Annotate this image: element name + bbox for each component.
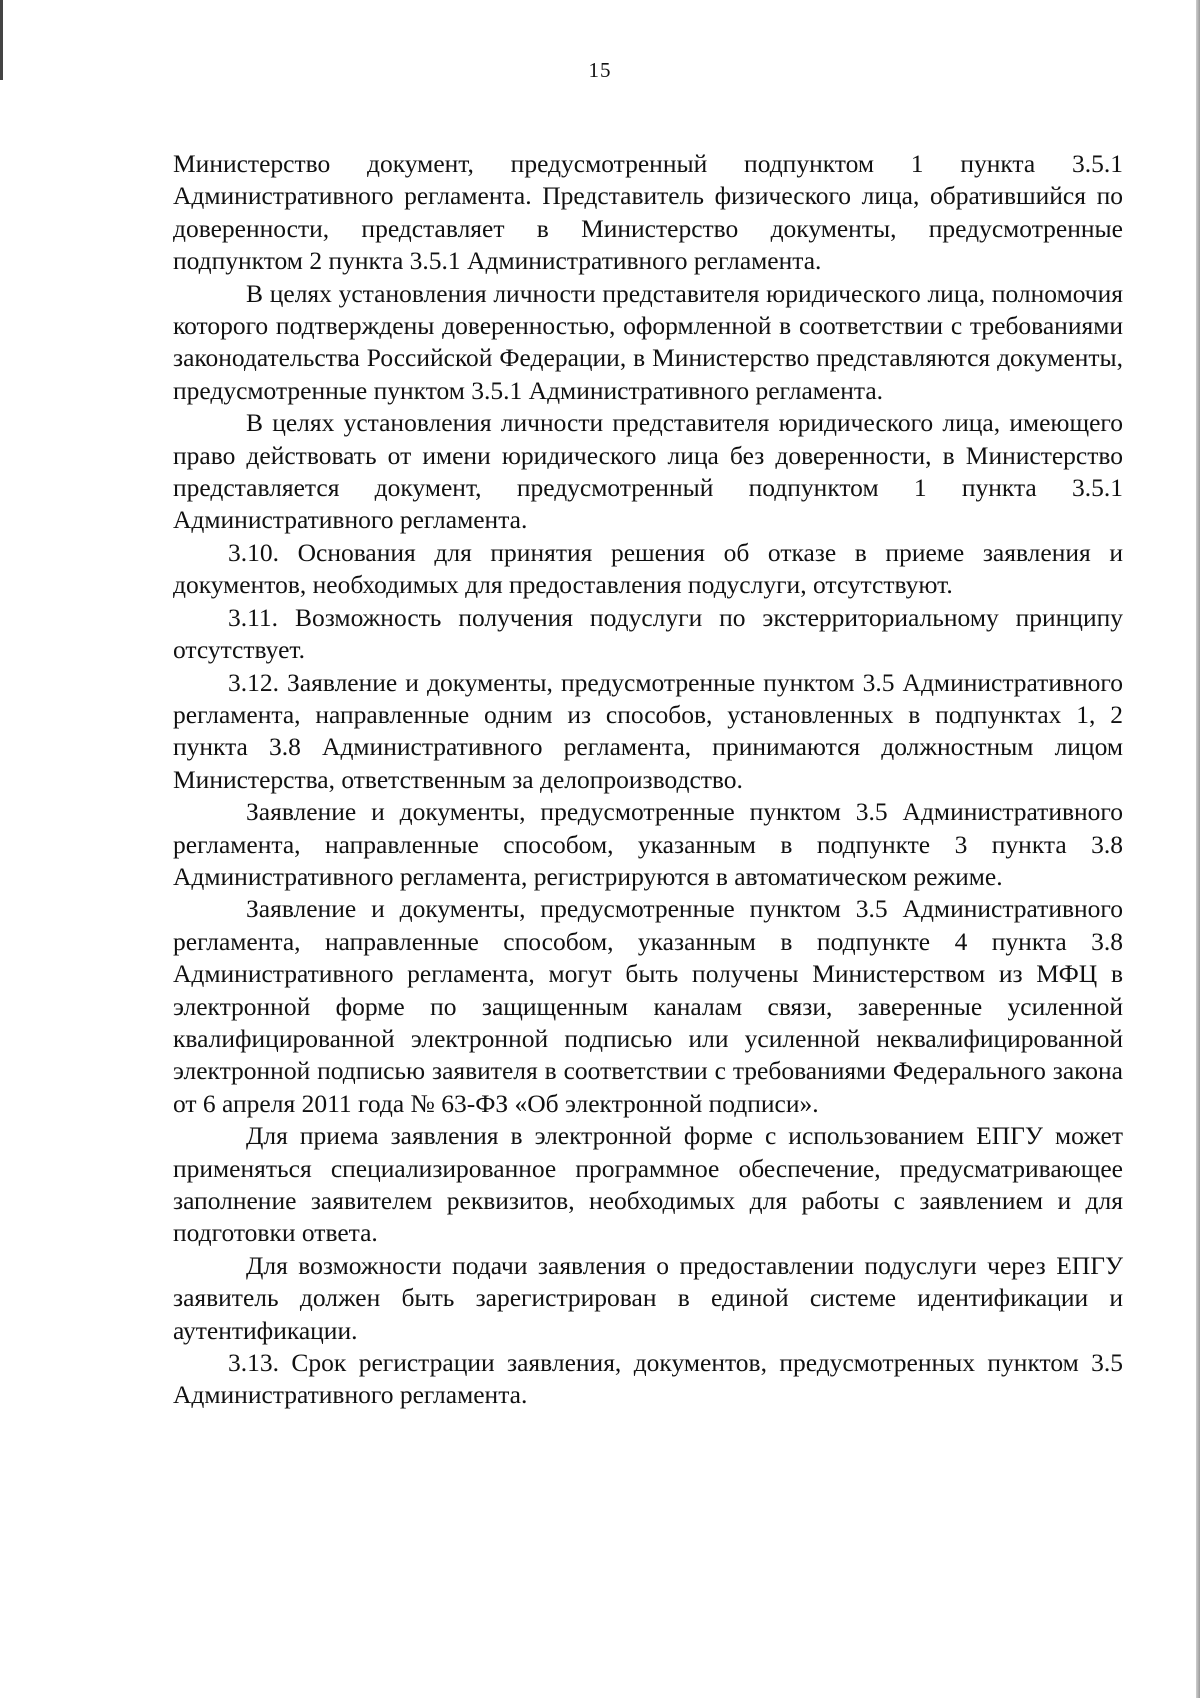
- paragraph-3-12: 3.12. Заявление и документы, предусмотренные пунктом 3.5 Административного регламента, направленные одним из способов, установленных в подпунктах 1, 2 пункта 3.8 Административного регламента, принимаются должностным лицом Министерства, ответственным за делопроизводство.: [173, 667, 1123, 794]
- paragraph-continuation: Министерство документ, предусмотренный подпунктом 1 пункта 3.5.1 Административного регламента. Представитель физического лица, обратившийся по доверенности, представляет в Министерство документы, предусмотренные подпунктом 2 пункта 3.5.1 Административного регламента.: [173, 149, 1123, 276]
- paragraph-epgu-software: Для приема заявления в электронной форме с использованием ЕПГУ может применяться специализированное программное обеспечение, предусматривающее заполнение заявителем реквизитов, необходимых для работы с заявлением и для подготовки ответа.: [173, 1121, 1123, 1248]
- paragraph-epgu-registration: Для возможности подачи заявления о предоставлении подуслуги через ЕПГУ заявитель должен быть зарегистрирован в единой системе идентификации и аутентификации.: [173, 1250, 1123, 1345]
- scan-border-right: [1196, 0, 1200, 1698]
- paragraph-3-10: 3.10. Основания для принятия решения об отказе в приеме заявления и документов, необходимых для предоставления подуслуги, отсутствуют.: [173, 537, 1123, 600]
- paragraph-3-11: 3.11. Возможность получения подуслуги по экстерриториальному принципу отсутствует.: [173, 602, 1123, 665]
- paragraph-legal-entity-no-proxy: В целях установления личности представителя юридического лица, имеющего право действовать от имени юридического лица без доверенности, в Министерство представляется документ, предусмотренный подпунктом 1 пункта 3.5.1 Административного регламента.: [173, 408, 1123, 535]
- paragraph-legal-entity-proxy: В целях установления личности представителя юридического лица, полномочия которого подтверждены доверенностью, оформленной в соответствии с требованиями законодательства Российской Федерации, в Министерство представляются документы, предусмотренные пунктом 3.5.1 Административного регламента.: [173, 278, 1123, 405]
- page-number: 15: [588, 58, 612, 82]
- paragraph-mfc-receipt: Заявление и документы, предусмотренные пунктом 3.5 Административного регламента, направленные способом, указанным в подпункте 4 пункта 3.8 Административного регламента, могут быть получены Министерством из МФЦ в электронной форме по защищенным каналам связи, заверенные усиленной квалифицированной электронной подписью или усиленной неквалифицированной электронной подписью заявителя в соответствии с требованиями Федерального закона от 6 апреля 2011 года № 63-ФЗ «Об электронной подписи».: [173, 894, 1123, 1118]
- paragraph-automatic-registration: Заявление и документы, предусмотренные пунктом 3.5 Административного регламента, направленные способом, указанным в подпункте 3 пункта 3.8 Административного регламента, регистрируются в автоматическом режиме.: [173, 797, 1123, 891]
- document-body: [173, 148, 1123, 1412]
- paragraph-3-13: 3.13. Срок регистрации заявления, документов, предусмотренных пунктом 3.5 Административного регламента.: [173, 1348, 1123, 1410]
